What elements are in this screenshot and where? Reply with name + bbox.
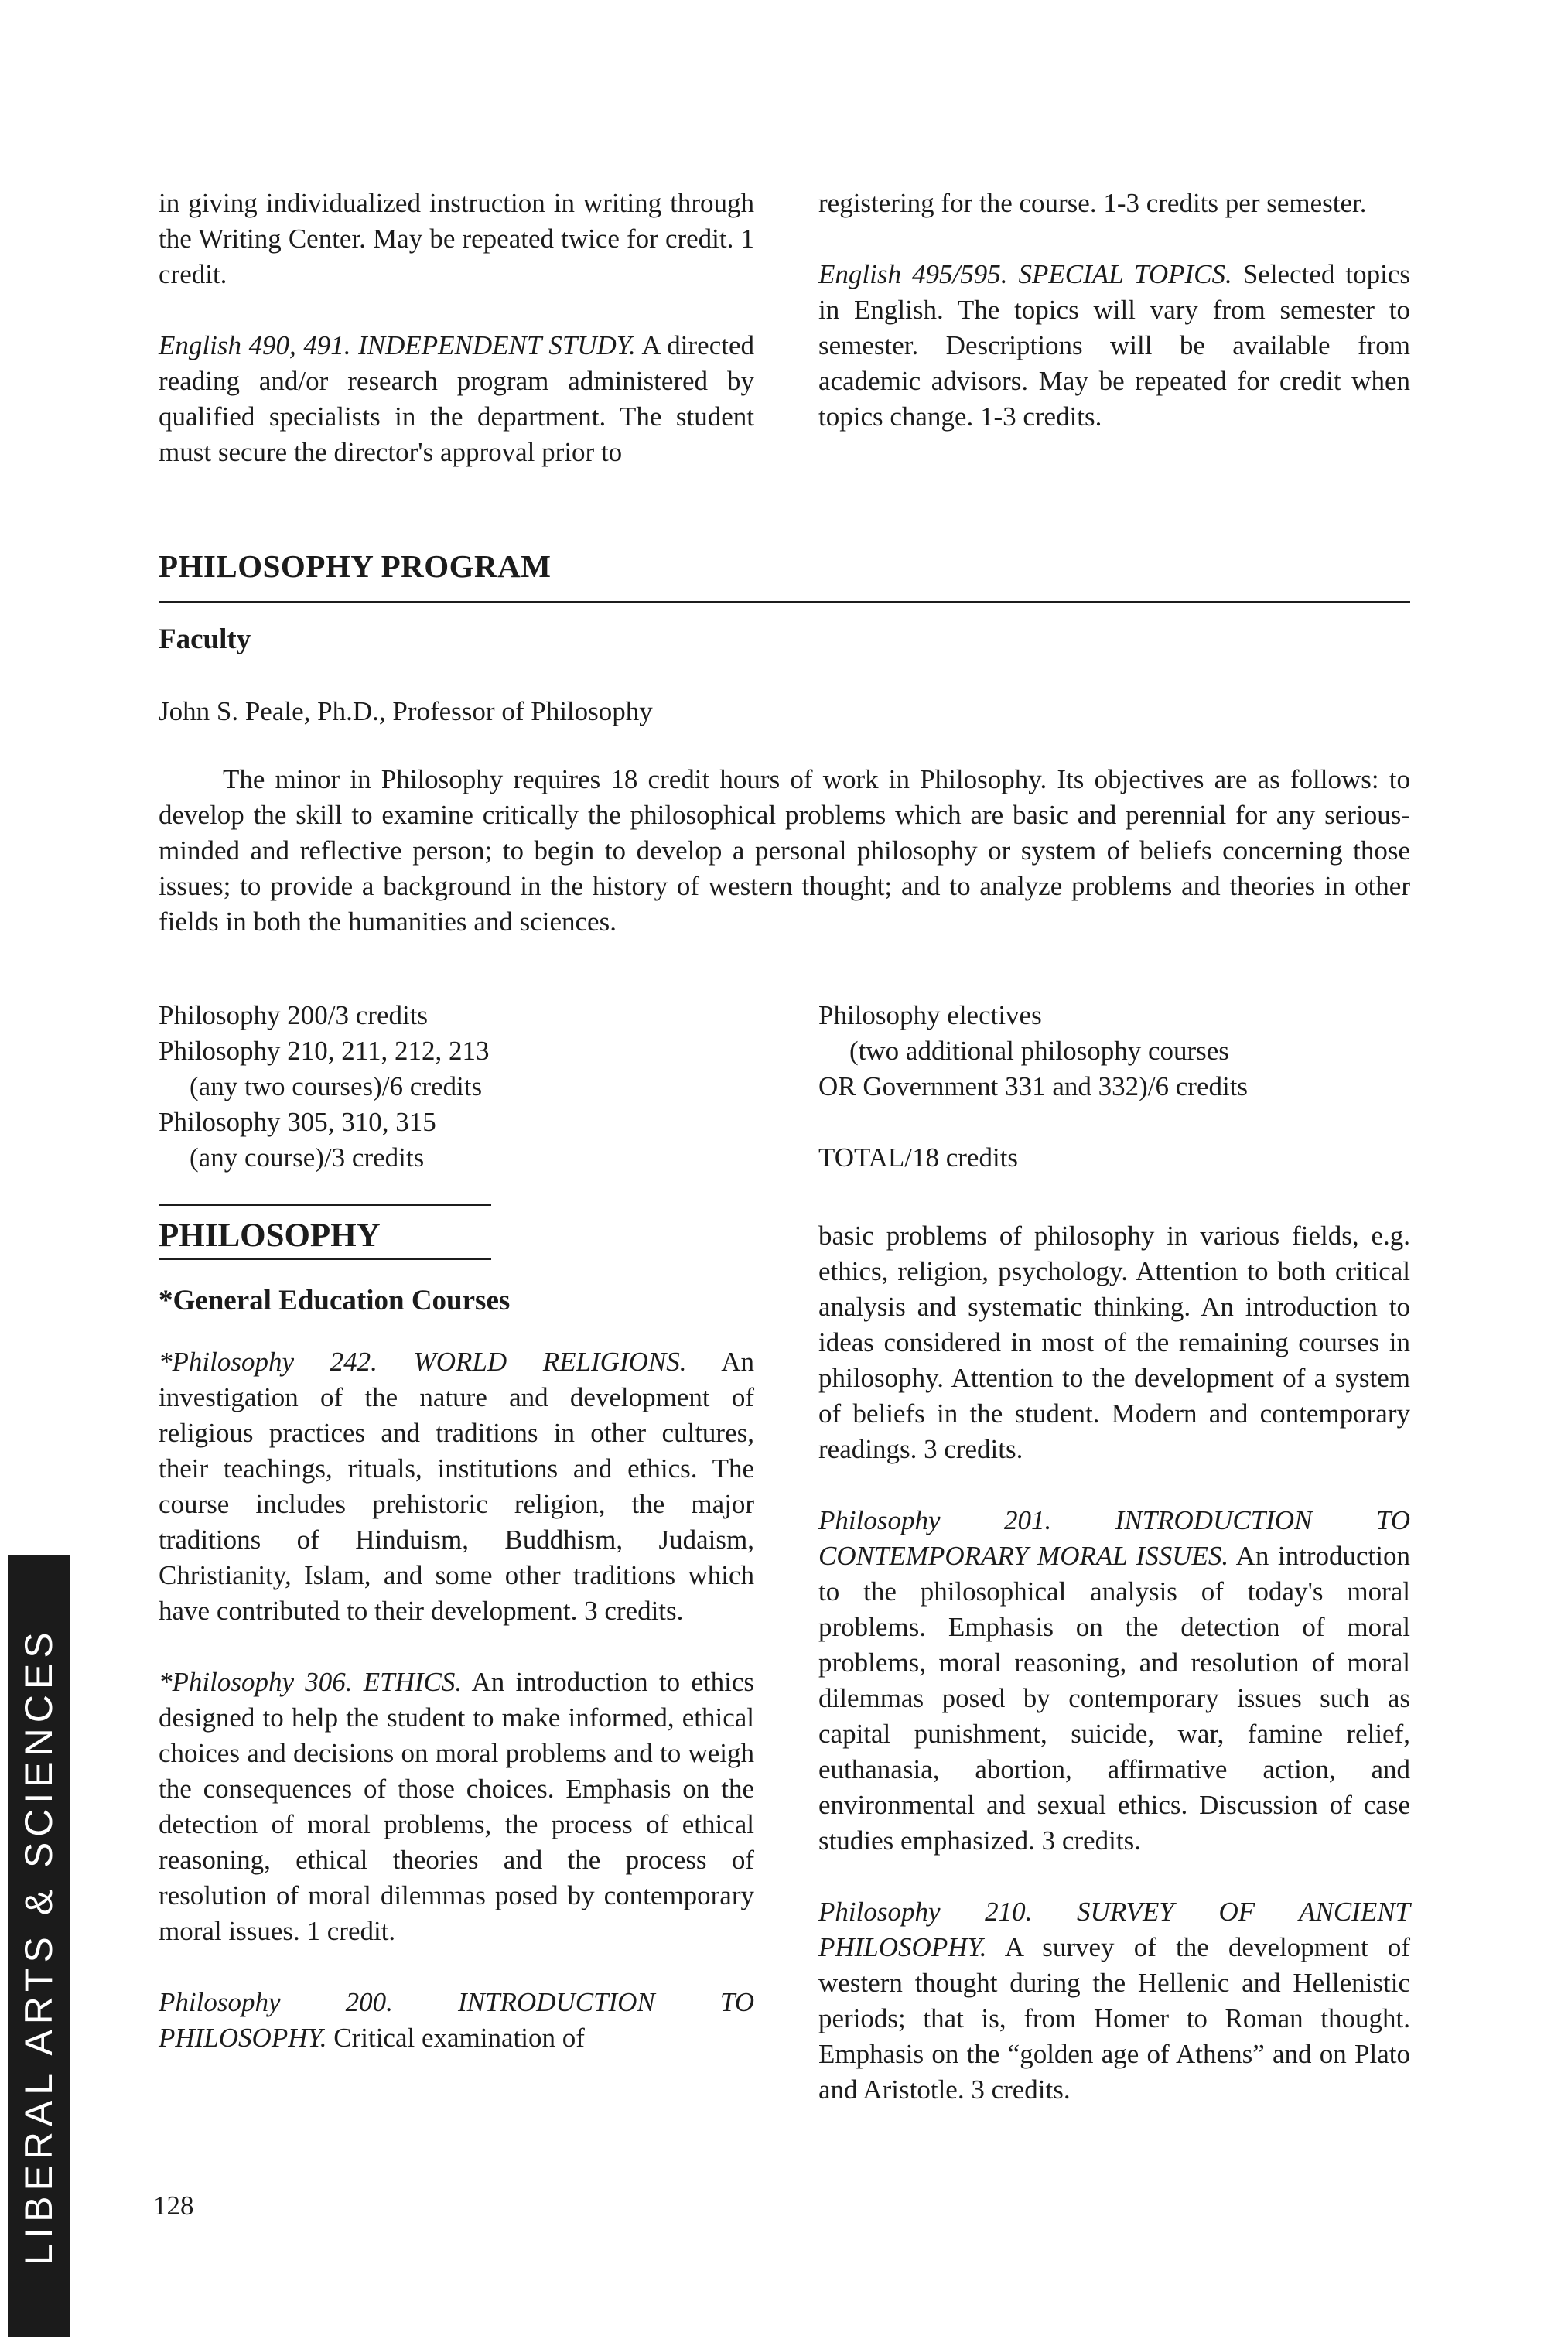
course-number: *Philosophy 306.	[159, 1667, 353, 1697]
requirement-line: Philosophy 200/3 credits	[159, 1000, 429, 1030]
course-entry-philosophy-210	[818, 1894, 1410, 2108]
heading-rule	[159, 601, 1410, 603]
course-entry-philosophy-201	[818, 1503, 1410, 1859]
course-number: English 490, 491.	[159, 330, 351, 360]
section-rule-bottom	[159, 1258, 491, 1260]
course-description: An introduction to the philosophical analysis of today's moral problems. Emphasis on the detection of moral problems, moral reasoning, and resolution of moral dilemmas posed by contemporary issues such as capital punishment, suicide, war, famine relief, euthanasia, abortion, affirmative action, and environmental and sexual ethics. Discussion of case studies emphasized. 3 credits.	[818, 1541, 1410, 1856]
course-title: INTRODUCTION TO CONTEMPORARY MORAL ISSUES.	[818, 1505, 1411, 1571]
course-title: WORLD RELIGIONS.	[413, 1347, 687, 1377]
course-entry-english-495	[818, 257, 1410, 435]
course-title: INTRODUCTION TO PHILOSOPHY.	[159, 1987, 755, 2053]
course-description: An investigation of the nature and development of religious practices and traditions in other cultures, their teachings, rituals, institutions and ethics. The course includes prehistoric religion, the major traditions of Hinduism, Buddhism, Judaism, Christianity, Islam, and some other traditions which have contributed to their development. 3 credits.	[159, 1347, 755, 1626]
requirement-line: Philosophy 305, 310, 315	[159, 1107, 436, 1137]
continued-paragraph: basic problems of philosophy in various fields, e.g. ethics, religion, psychology. Attention to both critical analysis and systematic thinking. An introduction to ideas considered in most of the remaining courses in philosophy. Attention to the development of a system of beliefs in the student. Modern and contemporary readings. 3 credits.	[818, 1221, 1410, 1464]
side-tab-label: LIBERAL ARTS & SCIENCES	[17, 1627, 60, 2266]
top-left-column	[159, 186, 754, 470]
course-entry-english-490	[159, 328, 754, 470]
total-credits: TOTAL/18 credits	[818, 1142, 1019, 1173]
continued-paragraph: in giving individualized instruction in writing through the Writing Center. May be repeated twice for credit. 1 credit.	[159, 188, 754, 289]
page-number: 128	[153, 2190, 194, 2221]
course-number: Philosophy 200.	[159, 1987, 393, 2017]
course-title: SURVEY OF ANCIENT PHILOSOPHY.	[818, 1897, 1411, 1962]
course-description: Critical examination of	[333, 2023, 585, 2053]
requirement-line: (two additional philosophy courses	[849, 1036, 1229, 1066]
top-right-column	[818, 186, 1410, 435]
faculty-heading: Faculty	[159, 623, 251, 655]
gen-ed-heading: *General Education Courses	[159, 1285, 511, 1316]
requirements-left	[159, 998, 490, 1176]
minor-description: The minor in Philosophy requires 18 credit hours of work in Philosophy. Its objectives are as follows: to develop the skill to examine critically the philosophical problems which are basic and perennial for any serious-minded and reflective person; to begin to develop a personal philosophy or system of beliefs concerning those issues; to provide a background in the history of western thought; and to analyze problems and theories in other fields in both the humanities and sciences.	[159, 764, 1410, 937]
course-number: Philosophy 201.	[818, 1505, 1052, 1535]
requirement-line: Philosophy 210, 211, 212, 213	[159, 1036, 490, 1066]
requirement-line: (any course)/3 credits	[190, 1142, 425, 1173]
course-description: An introduction to ethics designed to help the student to make informed, ethical choices and decisions on moral problems and to weigh the consequences of those choices. Emphasis on the detection of moral problems, the process of ethical reasoning, ethical theories and the process of resolution of moral dilemmas posed by contemporary moral issues. 1 credit.	[159, 1667, 754, 1946]
faculty-member: John S. Peale, Ph.D., Professor of Philosophy	[159, 696, 653, 726]
requirement-line: (any two courses)/6 credits	[190, 1071, 483, 1101]
continued-paragraph: registering for the course. 1-3 credits per semester.	[818, 188, 1367, 218]
course-description: A survey of the development of western thought during the Hellenic and Hellenistic periods; that is, from Homer to Roman thought. Emphasis on the “golden age of Athens” and on Plato and Aristotle. 3 credits.	[818, 1932, 1410, 2105]
course-entry-philosophy-200	[159, 1985, 754, 2056]
course-title: SPECIAL TOPICS.	[1018, 259, 1232, 289]
side-tab	[8, 1555, 70, 2337]
requirement-line: OR Government 331 and 332)/6 credits	[818, 1071, 1249, 1101]
course-title: ETHICS.	[363, 1667, 463, 1697]
course-number: *Philosophy 242.	[159, 1347, 377, 1377]
course-number: Philosophy 210.	[818, 1897, 1033, 1927]
course-title: INDEPENDENT STUDY.	[358, 330, 636, 360]
requirement-line: Philosophy electives	[818, 1000, 1042, 1030]
section-heading: PHILOSOPHY	[159, 1217, 381, 1254]
section-rule-top	[159, 1204, 491, 1206]
course-description: Selected topics in English. The topics will vary from semester to semester. Descriptions will be available from academic advisors. May be repeated for credit when topics change. 1-3 credits.	[818, 259, 1411, 432]
requirements-right	[818, 998, 1248, 1176]
course-number: English 495/595.	[818, 259, 1008, 289]
bottom-right-column	[818, 1218, 1410, 2108]
course-entry-philosophy-242	[159, 1344, 754, 1629]
course-entry-philosophy-306	[159, 1665, 754, 1949]
program-heading: PHILOSOPHY PROGRAM	[159, 548, 552, 584]
bottom-left-column	[159, 1344, 754, 2056]
course-description: A directed reading and/or research program administered by qualified specialists in the department. The student must secure the director's approval prior to	[159, 330, 754, 467]
